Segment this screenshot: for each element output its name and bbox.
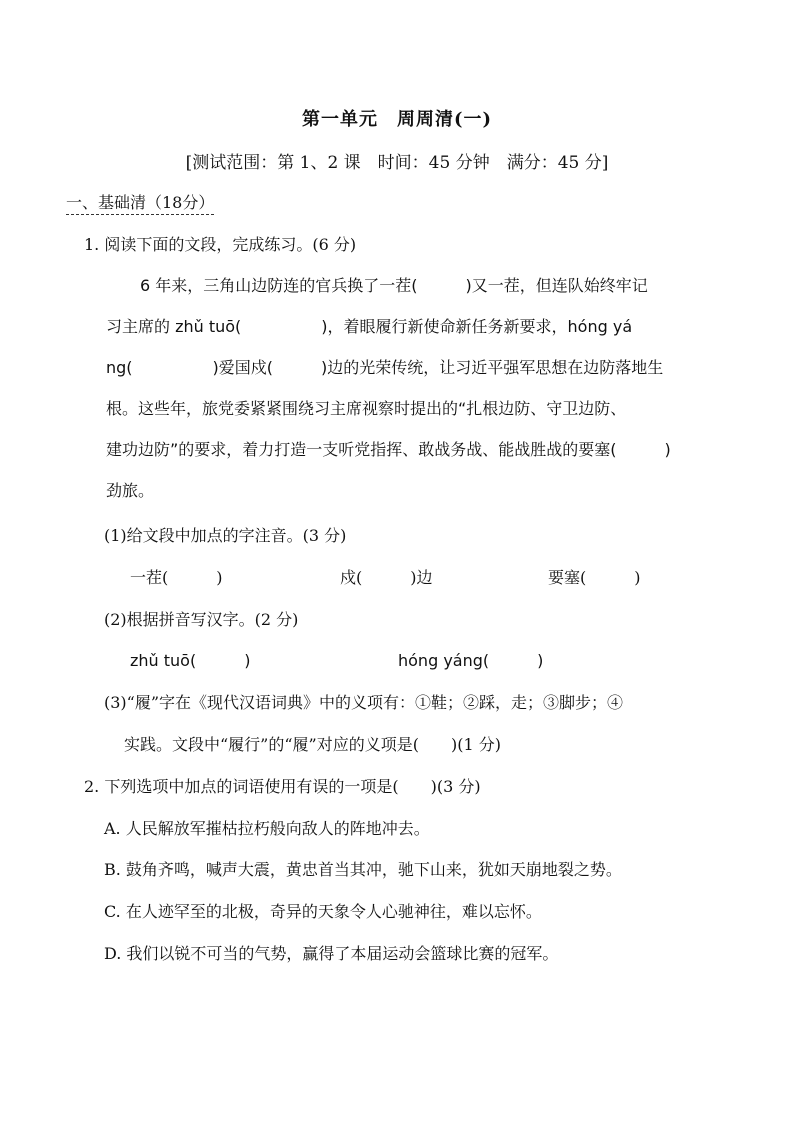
question-2-stem: 2. 下列选项中加点的词语使用有误的一项是( )(3 分) bbox=[84, 777, 481, 796]
blank-item: hóng yáng( ) bbox=[398, 651, 544, 670]
question-1-stem: 1. 阅读下面的文段，完成练习。(6 分) bbox=[84, 235, 357, 254]
blank-item: 一茬( ) bbox=[130, 568, 223, 587]
page-title: 第一单元 周周清(一) bbox=[301, 109, 493, 130]
blank-item: 戍( )边 bbox=[340, 568, 433, 587]
passage-line: 劲旅。 bbox=[106, 481, 155, 500]
option-b: B. 鼓角齐鸣，喊声大震，黄忠首当其冲，驰下山来，犹如天崩地裂之势。 bbox=[104, 860, 622, 879]
passage-line: 习主席的 zhǔ tuō( )，着眼履行新使命新任务新要求，hóng yá bbox=[106, 317, 633, 336]
test-range-info: [测试范围：第 1、2 课 时间：45 分钟 满分：45 分] bbox=[185, 153, 609, 173]
passage-line: 根。这些年，旅党委紧紧围绕习主席视察时提出的“扎根边防、守卫边防、 bbox=[106, 399, 627, 418]
section-heading-basics: 一、基础清（18分） bbox=[66, 190, 214, 215]
blank-item: zhǔ tuō( ) bbox=[130, 651, 251, 670]
passage-line: 建功边防”的要求，着力打造一支听党指挥、敢战务战、能战胜战的要塞( ) bbox=[106, 440, 671, 459]
option-d: D. 我们以锐不可当的气势，赢得了本届运动会篮球比赛的冠军。 bbox=[104, 944, 559, 963]
subquestion-1-stem: (1)给文段中加点的字注音。(3 分) bbox=[104, 526, 347, 545]
option-a: A. 人民解放军摧枯拉朽般向敌人的阵地冲去。 bbox=[104, 819, 430, 838]
subquestion-3-line2: 实践。文段中“履行”的“履”对应的义项是( )(1 分) bbox=[124, 735, 501, 754]
subquestion-2-stem: (2)根据拼音写汉字。(2 分) bbox=[104, 610, 299, 629]
option-c: C. 在人迹罕至的北极，奇异的天象令人心驰神往，难以忘怀。 bbox=[104, 902, 542, 921]
passage-line: 6 年来，三角山边防连的官兵换了一茬( )又一茬，但连队始终牢记 bbox=[140, 276, 648, 295]
blank-item: 要塞( ) bbox=[548, 568, 641, 587]
subquestion-3-line1: (3)“履”字在《现代汉语词典》中的义项有：①鞋；②踩，走；③脚步；④ bbox=[104, 693, 624, 712]
passage-line: ng( )爱国戍( )边的光荣传统，让习近平强军思想在边防落地生 bbox=[106, 358, 664, 377]
